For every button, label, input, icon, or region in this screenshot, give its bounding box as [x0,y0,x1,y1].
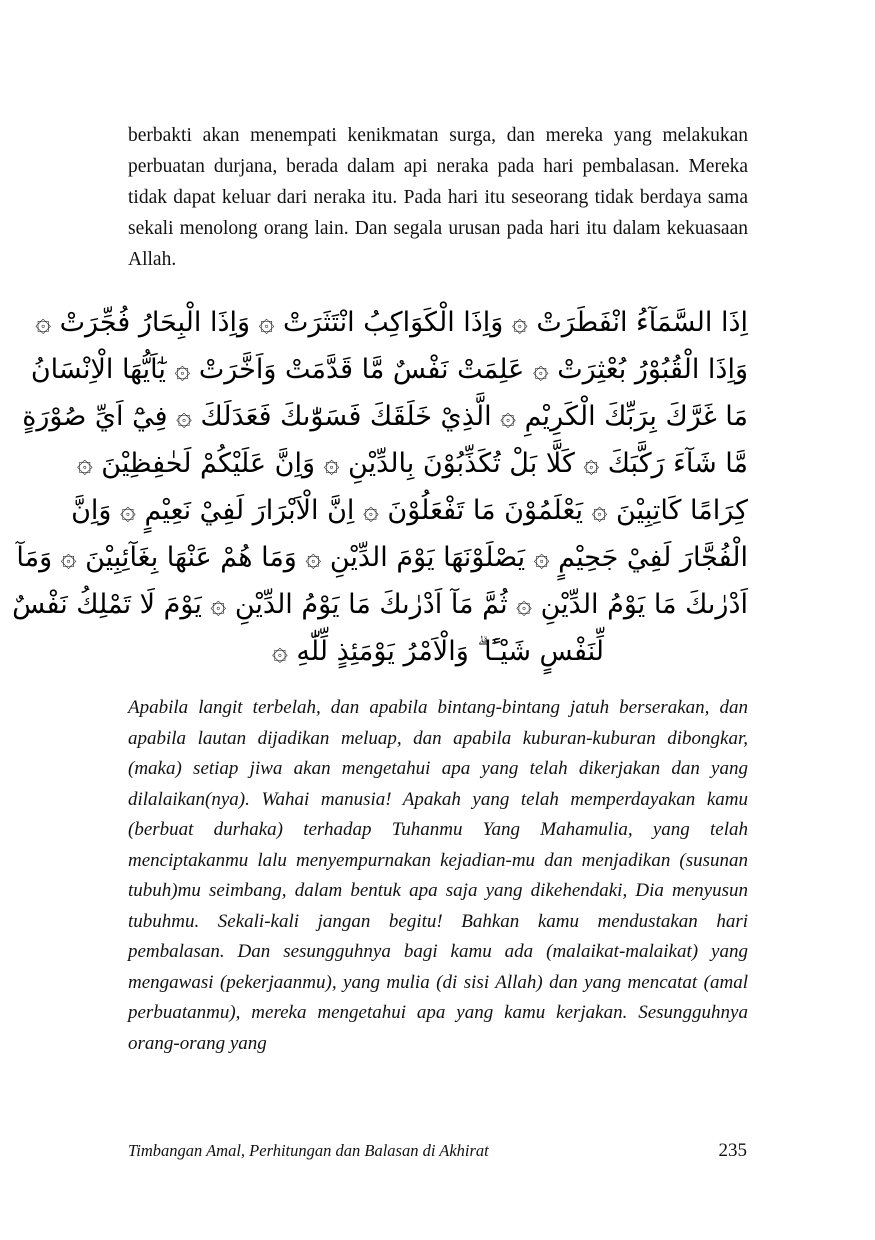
arabic-line: اَدْرٰىكَ مَا يَوْمُ الدِّيْنِ ۞ ثُمَّ مَآ اَدْرٰىكَ مَا يَوْمُ الدِّيْنِ ۞ يَوْمَ لَا تَمْلِكُ نَفْسٌ [12,589,748,620]
running-title: Timbangan Amal, Perhitungan dan Balasan di Akhirat [128,1141,489,1160]
arabic-line: اِذَا السَّمَآءُ انْفَطَرَتْ ۞ وَاِذَا الْكَوَاكِبُ انْتَثَرَتْ ۞ وَاِذَا الْبِحَارُ فُجِّرَتْ ۞ [35,307,748,338]
translation-paragraph: Apabila langit terbelah, dan apabila bintang-bintang jatuh berserakan, dan apabila lautan dijadikan meluap, dan apabila kuburan-kuburan dibongkar, (maka) setiap jiwa akan mengetahui apa yang telah dikerjakan dan yang dilalaikan(nya). Wahai manusia! Apakah yang telah memperdayakan kamu (berbuat durhaka) terhadap Tuhanmu Yang Mahamulia, yang telah menciptakanmu lalu menyempurnakan kejadian-mu dan menjadikan (susunan tubuh)mu seimbang, dalam bentuk apa saja yang dikehendaki, Dia menyusun tubuhmu. Sekali-kali jangan begitu! Bahkan kamu mendustakan hari pembalasan. Dan sesungguhnya bagi kamu ada (malaikat-malaikat) yang mengawasi (pekerjaanmu), yang mulia (di sisi Allah) dan yang mencatat (amal perbuatanmu), mereka mengetahui apa yang kamu kerjakan. Sesungguhnya orang-orang yang [128,697,748,1054]
quran-verse-block [12,299,748,675]
page-footer [128,1140,747,1162]
page-content [12,120,748,1078]
arabic-line: مَّا شَآءَ رَكَّبَكَ ۞ كَلَّا بَلْ تُكَذِّبُوْنَ بِالدِّيْنِ ۞ وَاِنَّ عَلَيْكُمْ لَحٰفِظِيْنَ ۞ [76,448,748,479]
arabic-line: مَا غَرَّكَ بِرَبِّكَ الْكَرِيْمِ ۞ الَّذِيْ خَلَقَكَ فَسَوّٰىكَ فَعَدَلَكَ ۞ فِيْٓ اَيِّ صُوْرَةٍ [22,401,748,432]
page-number: 235 [718,1140,747,1161]
arabic-line: كِرَامًا كَاتِبِيْنَ ۞ يَعْلَمُوْنَ مَا تَفْعَلُوْنَ ۞ اِنَّ الْاَبْرَارَ لَفِيْ نَعِيْمٍ ۞ وَاِنَّ [71,495,748,526]
arabic-line: لِّنَفْسٍ شَيْـًٔا ۗ وَالْاَمْرُ يَوْمَئِذٍ لِّلّٰهِ ۞ [271,636,605,667]
arabic-line: وَاِذَا الْقُبُوْرُ بُعْثِرَتْ ۞ عَلِمَتْ نَفْسٌ مَّا قَدَّمَتْ وَاَخَّرَتْ ۞ يٰٓاَيُّهَا الْاِنْسَانُ [30,354,748,385]
intro-paragraph: berbakti akan menempati kenikmatan surga, dan mereka yang melakukan perbuatan durjana, berada dalam api neraka pada hari pembalasan. Mereka tidak dapat keluar dari neraka itu. Pada hari itu seseorang tidak berdaya sama sekali menolong orang lain. Dan segala urusan pada hari itu dalam kekuasaan Allah. [128,125,748,270]
arabic-line: الْفُجَّارَ لَفِيْ جَحِيْمٍ ۞ يَصْلَوْنَهَا يَوْمَ الدِّيْنِ ۞ وَمَا هُمْ عَنْهَا بِغَآئِبِيْنَ ۞ وَمَآ [16,542,748,573]
